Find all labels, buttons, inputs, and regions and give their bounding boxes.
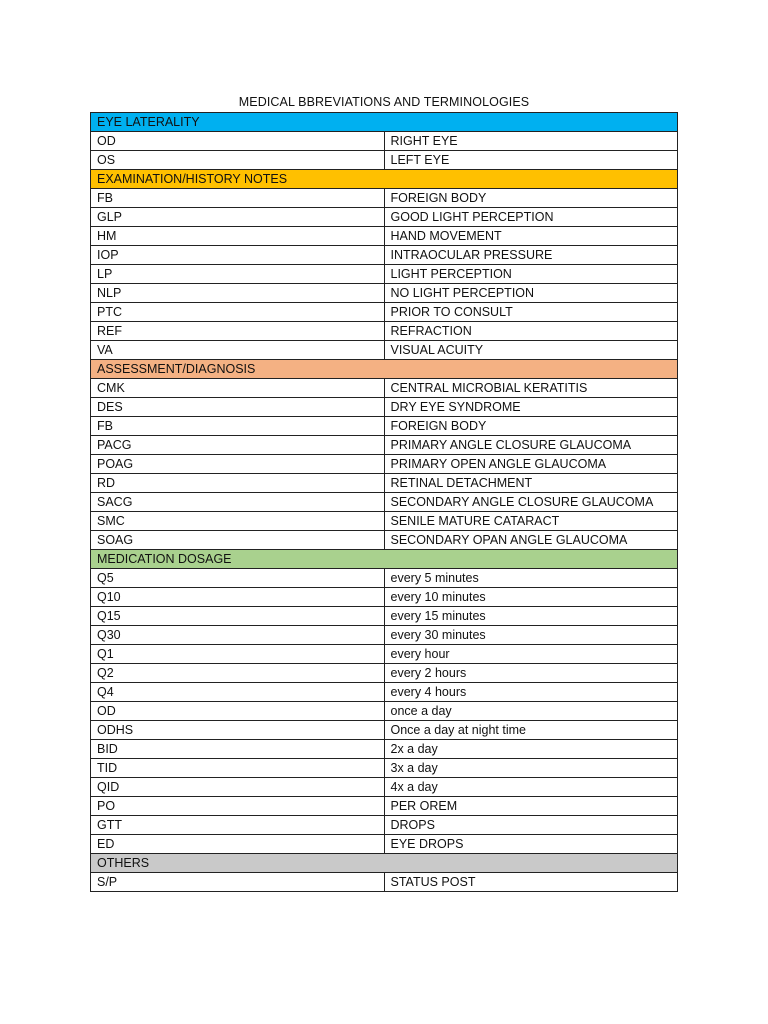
- document-title: MEDICAL BBREVIATIONS AND TERMINOLOGIES: [238, 95, 530, 109]
- abbreviation-cell: SACG: [91, 493, 385, 512]
- meaning-cell: INTRAOCULAR PRESSURE: [384, 246, 678, 265]
- table-row: [91, 835, 678, 854]
- table-row: [91, 740, 678, 759]
- meaning-cell: SECONDARY OPAN ANGLE GLAUCOMA: [384, 531, 678, 550]
- meaning-cell: FOREIGN BODY: [384, 417, 678, 436]
- table-row: [91, 474, 678, 493]
- table-row: [91, 436, 678, 455]
- abbreviation-cell: GLP: [91, 208, 385, 227]
- abbreviation-cell: SOAG: [91, 531, 385, 550]
- abbreviation-cell: POAG: [91, 455, 385, 474]
- table-row: [91, 531, 678, 550]
- section-header-row: [91, 360, 678, 379]
- meaning-cell: PRIMARY OPEN ANGLE GLAUCOMA: [384, 455, 678, 474]
- meaning-cell: RETINAL DETACHMENT: [384, 474, 678, 493]
- abbreviation-cell: TID: [91, 759, 385, 778]
- table-row: [91, 132, 678, 151]
- meaning-cell: Once a day at night time: [384, 721, 678, 740]
- meaning-cell: every 10 minutes: [384, 588, 678, 607]
- abbreviation-cell: VA: [91, 341, 385, 360]
- table-row: [91, 512, 678, 531]
- table-row: [91, 341, 678, 360]
- abbreviation-cell: GTT: [91, 816, 385, 835]
- meaning-cell: every 15 minutes: [384, 607, 678, 626]
- meaning-cell: DRY EYE SYNDROME: [384, 398, 678, 417]
- table-row: [91, 284, 678, 303]
- meaning-cell: FOREIGN BODY: [384, 189, 678, 208]
- abbreviation-cell: REF: [91, 322, 385, 341]
- section-header: OTHERS: [91, 854, 678, 873]
- meaning-cell: 2x a day: [384, 740, 678, 759]
- meaning-cell: LEFT EYE: [384, 151, 678, 170]
- meaning-cell: GOOD LIGHT PERCEPTION: [384, 208, 678, 227]
- section-header: EXAMINATION/HISTORY NOTES: [91, 170, 678, 189]
- abbreviation-cell: ED: [91, 835, 385, 854]
- table-row: [91, 208, 678, 227]
- abbreviation-cell: BID: [91, 740, 385, 759]
- meaning-cell: STATUS POST: [384, 873, 678, 892]
- meaning-cell: every 4 hours: [384, 683, 678, 702]
- table-row: [91, 759, 678, 778]
- table-row: [91, 626, 678, 645]
- table-row: [91, 721, 678, 740]
- table-row: [91, 873, 678, 892]
- section-header: ASSESSMENT/DIAGNOSIS: [91, 360, 678, 379]
- section-header-row: [91, 113, 678, 132]
- section-header-row: [91, 170, 678, 189]
- meaning-cell: 4x a day: [384, 778, 678, 797]
- abbreviation-cell: PTC: [91, 303, 385, 322]
- abbreviation-cell: OS: [91, 151, 385, 170]
- meaning-cell: SECONDARY ANGLE CLOSURE GLAUCOMA: [384, 493, 678, 512]
- table-row: [91, 151, 678, 170]
- table-row: [91, 645, 678, 664]
- abbreviation-cell: HM: [91, 227, 385, 246]
- meaning-cell: RIGHT EYE: [384, 132, 678, 151]
- meaning-cell: every 2 hours: [384, 664, 678, 683]
- abbreviation-cell: DES: [91, 398, 385, 417]
- meaning-cell: CENTRAL MICROBIAL KERATITIS: [384, 379, 678, 398]
- meaning-cell: HAND MOVEMENT: [384, 227, 678, 246]
- table-row: [91, 417, 678, 436]
- abbreviation-cell: LP: [91, 265, 385, 284]
- meaning-cell: once a day: [384, 702, 678, 721]
- table-row: [91, 588, 678, 607]
- abbreviation-cell: PACG: [91, 436, 385, 455]
- meaning-cell: every 30 minutes: [384, 626, 678, 645]
- meaning-cell: 3x a day: [384, 759, 678, 778]
- abbreviation-cell: RD: [91, 474, 385, 493]
- table-row: [91, 379, 678, 398]
- meaning-cell: EYE DROPS: [384, 835, 678, 854]
- table-row: [91, 778, 678, 797]
- abbreviation-cell: FB: [91, 417, 385, 436]
- section-header-row: [91, 550, 678, 569]
- table-row: [91, 683, 678, 702]
- meaning-cell: NO LIGHT PERCEPTION: [384, 284, 678, 303]
- table-row: [91, 816, 678, 835]
- abbreviation-cell: QID: [91, 778, 385, 797]
- table-row: [91, 246, 678, 265]
- meaning-cell: every hour: [384, 645, 678, 664]
- meaning-cell: PER OREM: [384, 797, 678, 816]
- table-row: [91, 569, 678, 588]
- abbreviation-cell: Q30: [91, 626, 385, 645]
- table-row: [91, 265, 678, 284]
- abbreviation-cell: OD: [91, 132, 385, 151]
- abbreviation-cell: NLP: [91, 284, 385, 303]
- meaning-cell: SENILE MATURE CATARACT: [384, 512, 678, 531]
- table-row: [91, 702, 678, 721]
- abbreviation-cell: Q4: [91, 683, 385, 702]
- abbreviation-cell: FB: [91, 189, 385, 208]
- meaning-cell: every 5 minutes: [384, 569, 678, 588]
- section-header-row: [91, 854, 678, 873]
- table-row: [91, 227, 678, 246]
- abbreviation-cell: OD: [91, 702, 385, 721]
- abbreviation-cell: Q2: [91, 664, 385, 683]
- meaning-cell: PRIMARY ANGLE CLOSURE GLAUCOMA: [384, 436, 678, 455]
- table-row: [91, 322, 678, 341]
- meaning-cell: DROPS: [384, 816, 678, 835]
- abbreviation-cell: SMC: [91, 512, 385, 531]
- meaning-cell: REFRACTION: [384, 322, 678, 341]
- table-row: [91, 455, 678, 474]
- meaning-cell: VISUAL ACUITY: [384, 341, 678, 360]
- abbreviation-cell: S/P: [91, 873, 385, 892]
- table-row: [91, 607, 678, 626]
- table-row: [91, 189, 678, 208]
- table-row: [91, 303, 678, 322]
- meaning-cell: PRIOR TO CONSULT: [384, 303, 678, 322]
- table-row: [91, 664, 678, 683]
- abbreviation-cell: Q10: [91, 588, 385, 607]
- abbreviation-cell: Q1: [91, 645, 385, 664]
- abbreviation-cell: Q5: [91, 569, 385, 588]
- section-header: EYE LATERALITY: [91, 113, 678, 132]
- table-row: [91, 493, 678, 512]
- abbreviation-cell: CMK: [91, 379, 385, 398]
- meaning-cell: LIGHT PERCEPTION: [384, 265, 678, 284]
- abbreviation-cell: ODHS: [91, 721, 385, 740]
- section-header: MEDICATION DOSAGE: [91, 550, 678, 569]
- abbreviation-cell: PO: [91, 797, 385, 816]
- abbreviation-cell: Q15: [91, 607, 385, 626]
- table-row: [91, 398, 678, 417]
- table-row: [91, 797, 678, 816]
- abbreviations-table: [90, 112, 678, 892]
- abbreviation-cell: IOP: [91, 246, 385, 265]
